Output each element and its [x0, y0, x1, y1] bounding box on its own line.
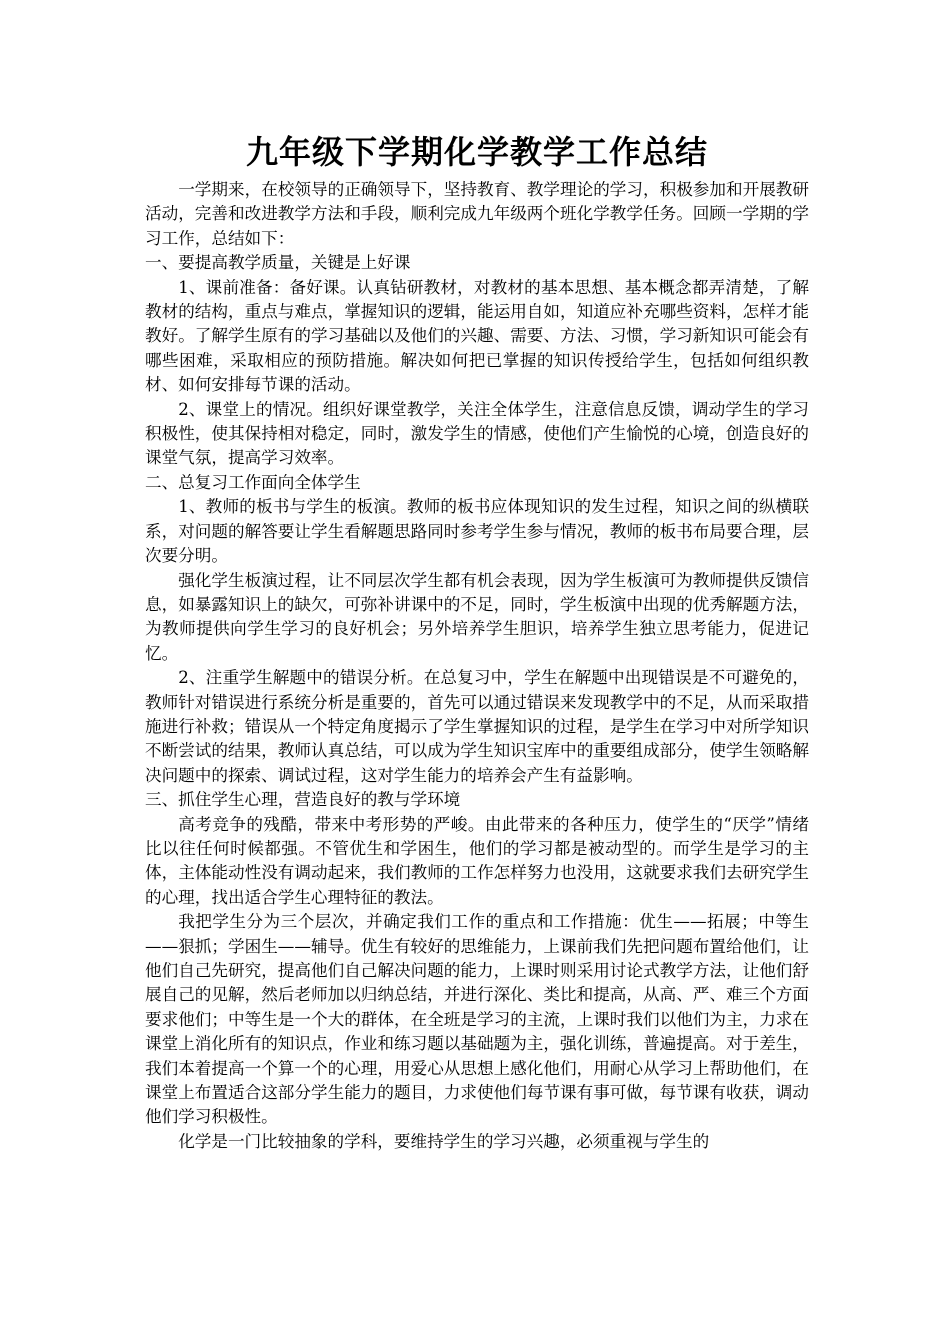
- document-title: 九年级下学期化学教学工作总结: [245, 133, 708, 171]
- section-heading: 三、抓住学生心理，营造良好的教与学环境: [145, 790, 461, 810]
- body-paragraph: 强化学生板演过程，让不同层次学生都有机会表现，因为学生板演可为教师提供反馈信息，如暴露知识上的缺欠，可弥补讲课中的不足，同时，学生板演中出现的优秀解题方法，为教师提供向学生学习的良好机会；另外培养学生胆识，培养学生独立思考能力，促进记忆。: [145, 570, 809, 663]
- body-paragraph: 1、教师的板书与学生的板演。教师的板书应体现知识的发生过程，知识之间的纵横联系，对问题的解答要让学生看解题思路同时参考学生参与情况，教师的板书布局要合理，层次要分明。: [145, 497, 809, 566]
- body-paragraph: 2、课堂上的情况。组织好课堂教学，关注全体学生，注意信息反馈，调动学生的学习积极性，使其保持相对稳定，同时，激发学生的情感，使他们产生愉悦的心境，创造良好的课堂气氛，提高学习效率。: [145, 399, 809, 468]
- section-heading: 二、总复习工作面向全体学生: [145, 472, 361, 492]
- body-paragraph: 2、注重学生解题中的错误分析。在总复习中，学生在解题中出现错误是不可避免的，教师针对错误进行系统分析是重要的，首先可以通过错误来发现教学中的不足，从而采取措施进行补救；错误从一个特定角度揭示了学生掌握知识的过程，是学生在学习中对所学知识不断尝试的结果，教师认真总结，可以成为学生知识宝库中的重要组成部分，使学生领略解决问题中的探索、调试过程，这对学生能力的培养会产生有益影响。: [145, 668, 809, 785]
- document-page: [145, 126, 809, 1154]
- body-paragraph: 我把学生分为三个层次，并确定我们工作的重点和工作措施：优生——拓展；中等生——狠抓；学困生——辅导。优生有较好的思维能力，上课前我们先把问题布置给他们，让他们自己先研究，提高他们自己解决问题的能力，上课时则采用讨论式教学方法，让他们舒展自己的见解，然后老师加以归纳总结，并进行深化、类比和提高，从高、严、难三个方面要求他们；中等生是一个大的群体，在全班是学习的主流，上课时我们以他们为主，力求在课堂上消化所有的知识点，作业和练习题以基础题为主，强化训练，普遍提高。对于差生，我们本着提高一个算一个的心理，用爱心从思想上感化他们，用耐心从学习上帮助他们，在课堂上布置适合这部分学生能力的题目，力求使他们每节课有事可做，每节课有收获，调动他们学习积极性。: [145, 912, 809, 1127]
- document-body: [145, 178, 809, 1154]
- section-heading: 一、要提高教学质量，关键是上好课: [145, 253, 411, 273]
- body-paragraph: 高考竞争的残酷，带来中考形势的严峻。由此带来的各种压力，使学生的“厌学”情绪比以往任何时候都强。不管优生和学困生，他们的学习都是被动型的。而学生是学习的主体，主体能动性没有调动起来，我们教师的工作怎样努力也没用，这就要求我们去研究学生的心理，找出适合学生心理特征的教法。: [145, 814, 809, 907]
- body-paragraph: 一学期来，在校领导的正确领导下，坚持教育、教学理论的学习，积极参加和开展教研活动，完善和改进教学方法和手段，顺利完成九年级两个班化学教学任务。回顾一学期的学习工作，总结如下：: [145, 180, 809, 248]
- body-paragraph: 1、课前准备：备好课。认真钻研教材，对教材的基本思想、基本概念都弄清楚，了解教材的结构，重点与难点，掌握知识的逻辑，能运用自如，知道应补充哪些资料，怎样才能教好。了解学生原有的学习基础以及他们的兴趣、需要、方法、习惯，学习新知识可能会有哪些困难，采取相应的预防措施。解决如何把已掌握的知识传授给学生，包括如何组织教材、如何安排每节课的活动。: [145, 277, 809, 395]
- body-paragraph: 化学是一门比较抽象的学科，要维持学生的学习兴趣，必须重视与学生的: [178, 1131, 710, 1151]
